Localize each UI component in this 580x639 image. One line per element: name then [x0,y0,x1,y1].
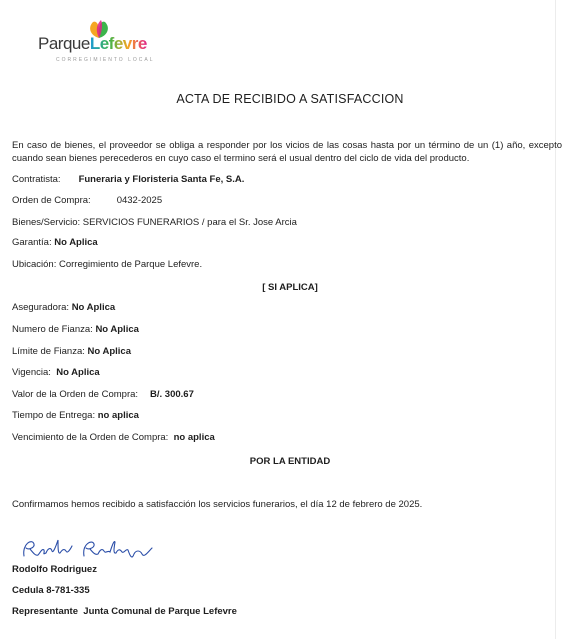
logo-lefevre-text: Lefevre [89,34,147,53]
field-garantia [12,237,98,248]
field-label: Vencimiento de la Orden de Compra: [12,432,169,443]
field-numero-fianza [12,324,139,335]
field-bienes-servicio [12,217,297,228]
field-contratista [12,174,244,185]
field-value: No Aplica [56,367,100,378]
signer-cedula: Cedula 8-781-335 [12,585,90,596]
field-label: Bienes/Servicio: [12,217,81,228]
por-la-entidad-heading: POR LA ENTIDAD [249,456,331,467]
field-label: Garantía: [12,237,52,248]
field-tiempo-entrega [12,410,139,421]
representante-label: Representante [12,606,78,617]
signer-name: Rodolfo Rodriguez [12,564,97,575]
field-label: Valor de la Orden de Compra: [12,389,139,400]
field-label: Numero de Fianza: [12,324,93,335]
field-label: Límite de Fianza: [12,346,85,357]
field-value: No Aplica [54,237,98,248]
intro-paragraph: En caso de bienes, el proveedor se obliga a responder por los vicios de las cosas hasta por un término de un (1) año, excepto cuando sean bienes perecederos en cuyo caso el termino será el usual dentro del ciclo de vida del producto. [12,140,562,164]
si-aplica-heading: [ SI APLICA] [262,282,318,293]
field-label: Tiempo de Entrega: [12,410,96,421]
field-vencimiento [12,432,215,443]
parque-lefevre-logo [38,18,178,68]
representante-entity: Junta Comunal de Parque Lefevre [83,606,237,617]
field-label: Orden de Compra: [12,195,91,206]
confirmation-text: Confirmamos hemos recibido a satisfacción los servicios funerarios, el día 12 de febrero de 2025. [12,499,423,510]
field-value: No Aplica [95,324,139,335]
field-value: No Aplica [71,302,116,313]
field-orden-compra [12,195,162,206]
field-valor-orden [12,389,194,400]
field-ubicacion [12,259,202,270]
field-value: Corregimiento de Parque Lefevre. [59,259,203,270]
field-aseguradora [12,302,115,313]
field-label: Vigencia: [12,367,51,378]
logo-subtitle: CORREGIMIENTO LOCAL [56,57,155,63]
field-value: No Aplica [87,346,131,357]
handwritten-signature [18,536,158,562]
field-value: Funeraria y Floristeria Santa Fe, S.A. [78,174,245,185]
field-value: no aplica [97,410,139,421]
logo-wordmark [38,34,147,54]
field-value: 0432-2025 [116,195,163,206]
field-label: Aseguradora: [12,302,70,313]
field-value: no aplica [173,432,215,443]
field-vigencia [12,367,100,378]
field-label: Ubicación: [12,259,57,270]
document-title: ACTA DE RECIBIDO A SATISFACCION [176,92,404,106]
signer-representante [12,606,237,617]
field-limite-fianza [12,346,131,357]
field-value: B/. 300.67 [150,389,194,400]
field-label: Contratista: [12,174,61,185]
logo-parque-text: Parque [38,34,90,53]
field-value: SERVICIOS FUNERARIOS / para el Sr. Jose Arcia [82,217,297,228]
